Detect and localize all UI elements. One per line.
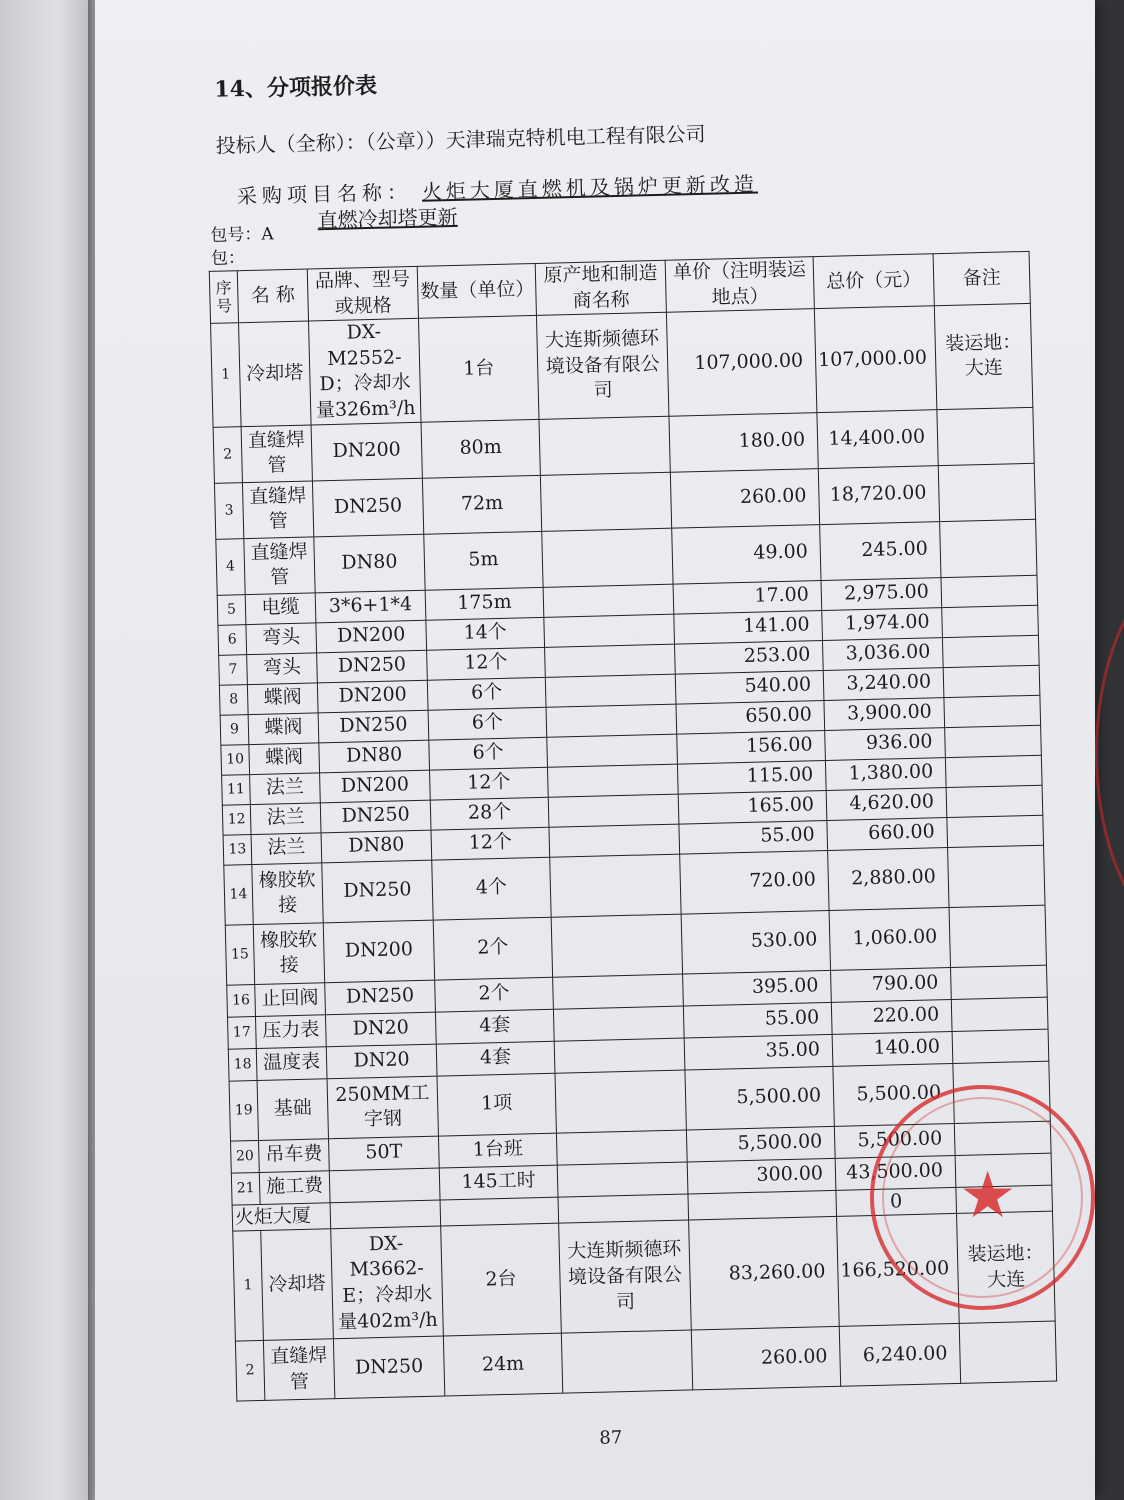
row-spec: DN250 <box>333 1336 444 1399</box>
row-name: 橡胶软接 <box>253 923 324 985</box>
row-name: 吊车费 <box>259 1138 330 1172</box>
row-index: 7 <box>219 654 248 685</box>
row-quantity: 1项 <box>437 1073 556 1136</box>
row-remark <box>948 845 1045 907</box>
row-total-price: 245.00 <box>820 521 941 580</box>
page-number: 87 <box>599 1427 623 1449</box>
row-index: 5 <box>217 594 246 625</box>
row-name: 橡胶软接 <box>252 863 323 925</box>
bidder-name: 天津瑞克特机电工程有限公司 <box>445 121 706 153</box>
row-quantity: 5m <box>424 531 543 590</box>
row-origin <box>550 854 681 917</box>
row-origin <box>545 674 676 707</box>
header-remark: 备注 <box>933 251 1030 306</box>
row-spec <box>329 1168 440 1203</box>
row-origin <box>553 974 684 1009</box>
row-total-price: 3,036.00 <box>822 637 943 670</box>
row-index: 4 <box>216 538 245 595</box>
row-origin <box>549 824 680 857</box>
project-name: 火炬大厦直燃机及锅炉更新改造 <box>421 171 759 204</box>
row-unit-price: 5,500.00 <box>685 1066 834 1130</box>
row-remark <box>944 695 1041 727</box>
row-quantity: 6个 <box>429 737 548 770</box>
header-total-price: 总价（元） <box>813 254 934 309</box>
row-unit-price: 107,000.00 <box>666 309 816 416</box>
document-page <box>95 0 1095 1500</box>
row-quantity: 12个 <box>431 827 550 860</box>
row-name: 冷却塔 <box>261 1229 334 1341</box>
row-quantity: 6个 <box>428 707 547 740</box>
row-quantity: 6个 <box>427 677 546 710</box>
row-name: 冷却塔 <box>239 321 312 426</box>
package-label: 包号：A包： <box>210 224 274 269</box>
row-spec: DN250 <box>312 478 423 537</box>
row-name: 法兰 <box>250 803 321 835</box>
row-remark <box>943 665 1040 697</box>
row-remark <box>941 575 1038 607</box>
row-total-price: 2,975.00 <box>821 577 942 610</box>
row-origin <box>547 764 678 797</box>
row-remark <box>937 407 1034 465</box>
row-unit-price: 650.00 <box>676 700 825 734</box>
row-name: 蝶阀 <box>248 713 319 745</box>
row-name: 止回阀 <box>255 983 326 1017</box>
left-page-edge <box>0 0 95 1500</box>
company-seal <box>870 1085 1095 1310</box>
row-remark <box>947 815 1044 847</box>
star-icon: ★ <box>959 1159 1017 1233</box>
row-index: 9 <box>220 714 249 745</box>
row-total-price: 18,720.00 <box>818 465 939 524</box>
header-brand: 品牌、型号或规格 <box>307 266 418 321</box>
row-total-price: 3,900.00 <box>824 697 945 730</box>
row-spec: DX-M3662-E；冷却水量402m³/h <box>331 1226 444 1339</box>
row-index: 11 <box>222 774 251 805</box>
row-quantity: 4套 <box>435 1009 554 1044</box>
table-body <box>211 304 1052 1205</box>
row-name: 蝶阀 <box>249 743 320 775</box>
row-index: 1 <box>211 323 242 427</box>
row-unit-price: 395.00 <box>683 970 832 1006</box>
row-name: 施工费 <box>259 1170 330 1204</box>
header-origin: 原产地和制造商名称 <box>535 260 666 315</box>
row-name: 基础 <box>257 1078 328 1140</box>
row-remark <box>951 997 1048 1031</box>
row-index: 8 <box>219 684 248 715</box>
row-total-price: 166,520.00 <box>837 1214 960 1327</box>
row-name: 蝶阀 <box>247 683 318 715</box>
row-index: 13 <box>223 834 252 865</box>
table-row <box>211 304 1033 428</box>
row-origin <box>540 472 671 531</box>
row-total-price: 660.00 <box>827 817 948 850</box>
row-name: 法兰 <box>250 773 321 805</box>
row-spec: DN80 <box>321 830 432 863</box>
row-index: 3 <box>214 482 243 539</box>
row-index: 10 <box>221 744 250 775</box>
row-spec: 50T <box>328 1136 439 1171</box>
row-origin <box>544 614 675 647</box>
row-quantity: 12个 <box>430 767 549 800</box>
row-total-price: 14,400.00 <box>817 409 938 468</box>
row-origin: 大连斯频德环境设备有限公司 <box>559 1220 692 1333</box>
row-origin <box>551 914 682 977</box>
row-index: 20 <box>231 1140 260 1173</box>
row-quantity: 72m <box>422 475 541 534</box>
row-spec: 3*6+1*4 <box>315 590 426 623</box>
header-name: 名 称 <box>237 269 308 323</box>
row-origin <box>545 644 676 677</box>
section-value: 0 <box>836 1187 957 1217</box>
row-unit-price: 17.00 <box>673 580 822 614</box>
header-index: 序 号 <box>209 271 238 324</box>
row-remark <box>945 725 1042 757</box>
row-name: 电缆 <box>245 593 316 625</box>
row-name: 法兰 <box>251 833 322 865</box>
row-spec: DN250 <box>322 860 433 923</box>
row-name: 直缝焊管 <box>263 1339 334 1401</box>
row-unit-price: 55.00 <box>683 1002 832 1038</box>
row-spec: DN250 <box>317 650 428 683</box>
row-unit-price: 165.00 <box>678 790 827 824</box>
row-spec: DN20 <box>326 1044 437 1079</box>
row-index: 12 <box>222 804 251 835</box>
bidder-label: 投标人（全称）：（公章）） <box>215 128 446 158</box>
row-quantity: 1台 <box>418 316 538 422</box>
section-label: 火炬大厦 <box>232 1202 331 1231</box>
row-quantity: 2个 <box>433 917 552 980</box>
row-quantity: 80m <box>421 419 540 478</box>
row-unit-price: 540.00 <box>675 670 824 704</box>
row-remark <box>950 965 1047 999</box>
row-total-price: 4,620.00 <box>826 787 947 820</box>
row-origin <box>555 1070 686 1133</box>
row-total-price: 5,500.00 <box>833 1063 954 1126</box>
row-name: 直缝焊管 <box>242 481 313 539</box>
row-total-price: 2,880.00 <box>828 847 949 910</box>
row-origin <box>557 1162 688 1197</box>
row-total-price: 936.00 <box>825 727 946 760</box>
row-total-price: 220.00 <box>831 999 952 1034</box>
row-remark <box>952 1029 1049 1063</box>
row-remark <box>946 785 1043 817</box>
row-quantity: 4套 <box>436 1041 555 1076</box>
row-total-price: 43,500.00 <box>835 1155 956 1190</box>
row-spec: DN200 <box>311 422 422 481</box>
row-unit-price: 720.00 <box>680 850 829 914</box>
row-spec: DN200 <box>323 920 434 983</box>
row-total-price: 790.00 <box>831 967 952 1002</box>
row-remark <box>940 519 1037 577</box>
row-index: 16 <box>227 984 256 1017</box>
row-remark: 装运地：大连 <box>934 304 1033 410</box>
document-title: 14、分项报价表 <box>214 72 378 103</box>
row-spec: DN20 <box>325 1012 436 1047</box>
row-unit-price: 5,500.00 <box>686 1126 835 1162</box>
row-unit-price: 180.00 <box>669 412 818 472</box>
row-quantity: 12个 <box>427 647 546 680</box>
row-remark <box>949 905 1046 967</box>
row-origin <box>543 584 674 617</box>
row-origin <box>546 704 677 737</box>
row-spec: DN200 <box>316 620 427 653</box>
row-spec: DN80 <box>314 534 425 593</box>
row-total-price: 140.00 <box>832 1031 953 1066</box>
row-origin <box>553 1006 684 1041</box>
project-label: 采购项目名称： <box>236 179 413 209</box>
header-quantity: 数量（单位） <box>417 263 536 318</box>
row-remark <box>959 1321 1056 1383</box>
row-name: 直缝焊管 <box>244 537 315 595</box>
row-spec: DX-M2552-D；冷却水量326m³/h <box>309 318 421 424</box>
row-total-price: 5,500.00 <box>834 1123 955 1158</box>
row-index: 19 <box>229 1080 258 1141</box>
row-unit-price: 83,260.00 <box>689 1217 840 1331</box>
row-origin: 大连斯频德环境设备有限公司 <box>536 312 668 419</box>
row-total-price: 3,240.00 <box>823 667 944 700</box>
row-origin <box>556 1130 687 1165</box>
row-remark <box>938 463 1035 521</box>
row-remark <box>942 605 1039 637</box>
row-name: 直缝焊管 <box>241 425 312 483</box>
row-total-price: 6,240.00 <box>839 1324 960 1387</box>
row-quantity: 175m <box>425 587 544 620</box>
row-unit-price: 55.00 <box>679 820 828 854</box>
row-spec: DN80 <box>319 740 430 773</box>
bidder-line <box>215 118 706 159</box>
row-origin <box>539 416 670 475</box>
row-unit-price: 530.00 <box>681 910 830 974</box>
row-unit-price: 156.00 <box>677 730 826 764</box>
row-unit-price: 115.00 <box>677 760 826 794</box>
row-origin <box>548 794 679 827</box>
row-remark: 装运地：大连 <box>957 1211 1056 1323</box>
row-spec: DN200 <box>320 770 431 803</box>
row-unit-price: 35.00 <box>684 1034 833 1070</box>
row-index: 2 <box>235 1341 264 1402</box>
row-unit-price: 300.00 <box>687 1158 836 1194</box>
row-origin <box>561 1330 692 1393</box>
row-name: 弯头 <box>246 623 317 655</box>
row-name: 弯头 <box>247 653 318 685</box>
row-index: 15 <box>225 924 254 985</box>
row-index: 2 <box>213 426 242 483</box>
row-spec: DN250 <box>318 710 429 743</box>
row-name: 压力表 <box>255 1015 326 1049</box>
row-spec: 250MM工字钢 <box>327 1076 438 1139</box>
row-quantity: 24m <box>443 1333 562 1396</box>
row-remark <box>945 755 1042 787</box>
row-unit-price: 49.00 <box>672 524 821 584</box>
row-quantity: 2台 <box>441 1224 562 1337</box>
row-total-price: 1,060.00 <box>829 907 950 970</box>
row-spec: DN200 <box>317 680 428 713</box>
row-spec: DN250 <box>320 800 431 833</box>
row-name: 温度表 <box>256 1047 327 1081</box>
row-quantity: 14个 <box>426 617 545 650</box>
row-index: 21 <box>231 1172 260 1205</box>
row-remark <box>942 635 1039 667</box>
row-total-price: 1,974.00 <box>822 607 943 640</box>
row-index: 14 <box>224 864 253 925</box>
row-index: 18 <box>228 1048 257 1081</box>
row-unit-price: 253.00 <box>675 640 824 674</box>
project-line <box>217 167 759 209</box>
row-quantity: 1台班 <box>438 1133 557 1168</box>
row-quantity: 145工时 <box>439 1165 558 1200</box>
row-quantity: 2个 <box>435 977 554 1012</box>
row-origin <box>542 528 673 587</box>
row-origin <box>554 1038 685 1073</box>
row-index: 1 <box>233 1231 264 1342</box>
row-index: 17 <box>227 1016 256 1049</box>
row-unit-price: 260.00 <box>691 1327 840 1391</box>
row-unit-price: 260.00 <box>670 468 819 528</box>
row-total-price: 1,380.00 <box>825 757 946 790</box>
row-total-price: 107,000.00 <box>814 306 936 412</box>
row-index: 6 <box>218 624 247 655</box>
row-unit-price: 141.00 <box>674 610 823 644</box>
header-unit-price: 单价（注明装运地点） <box>665 257 814 313</box>
project-name-continued: 直燃冷却塔更新 <box>317 204 458 233</box>
row-spec: DN250 <box>325 980 436 1015</box>
row-quantity: 28个 <box>430 797 549 830</box>
row-quantity: 4个 <box>432 857 551 920</box>
row-origin <box>547 734 678 767</box>
